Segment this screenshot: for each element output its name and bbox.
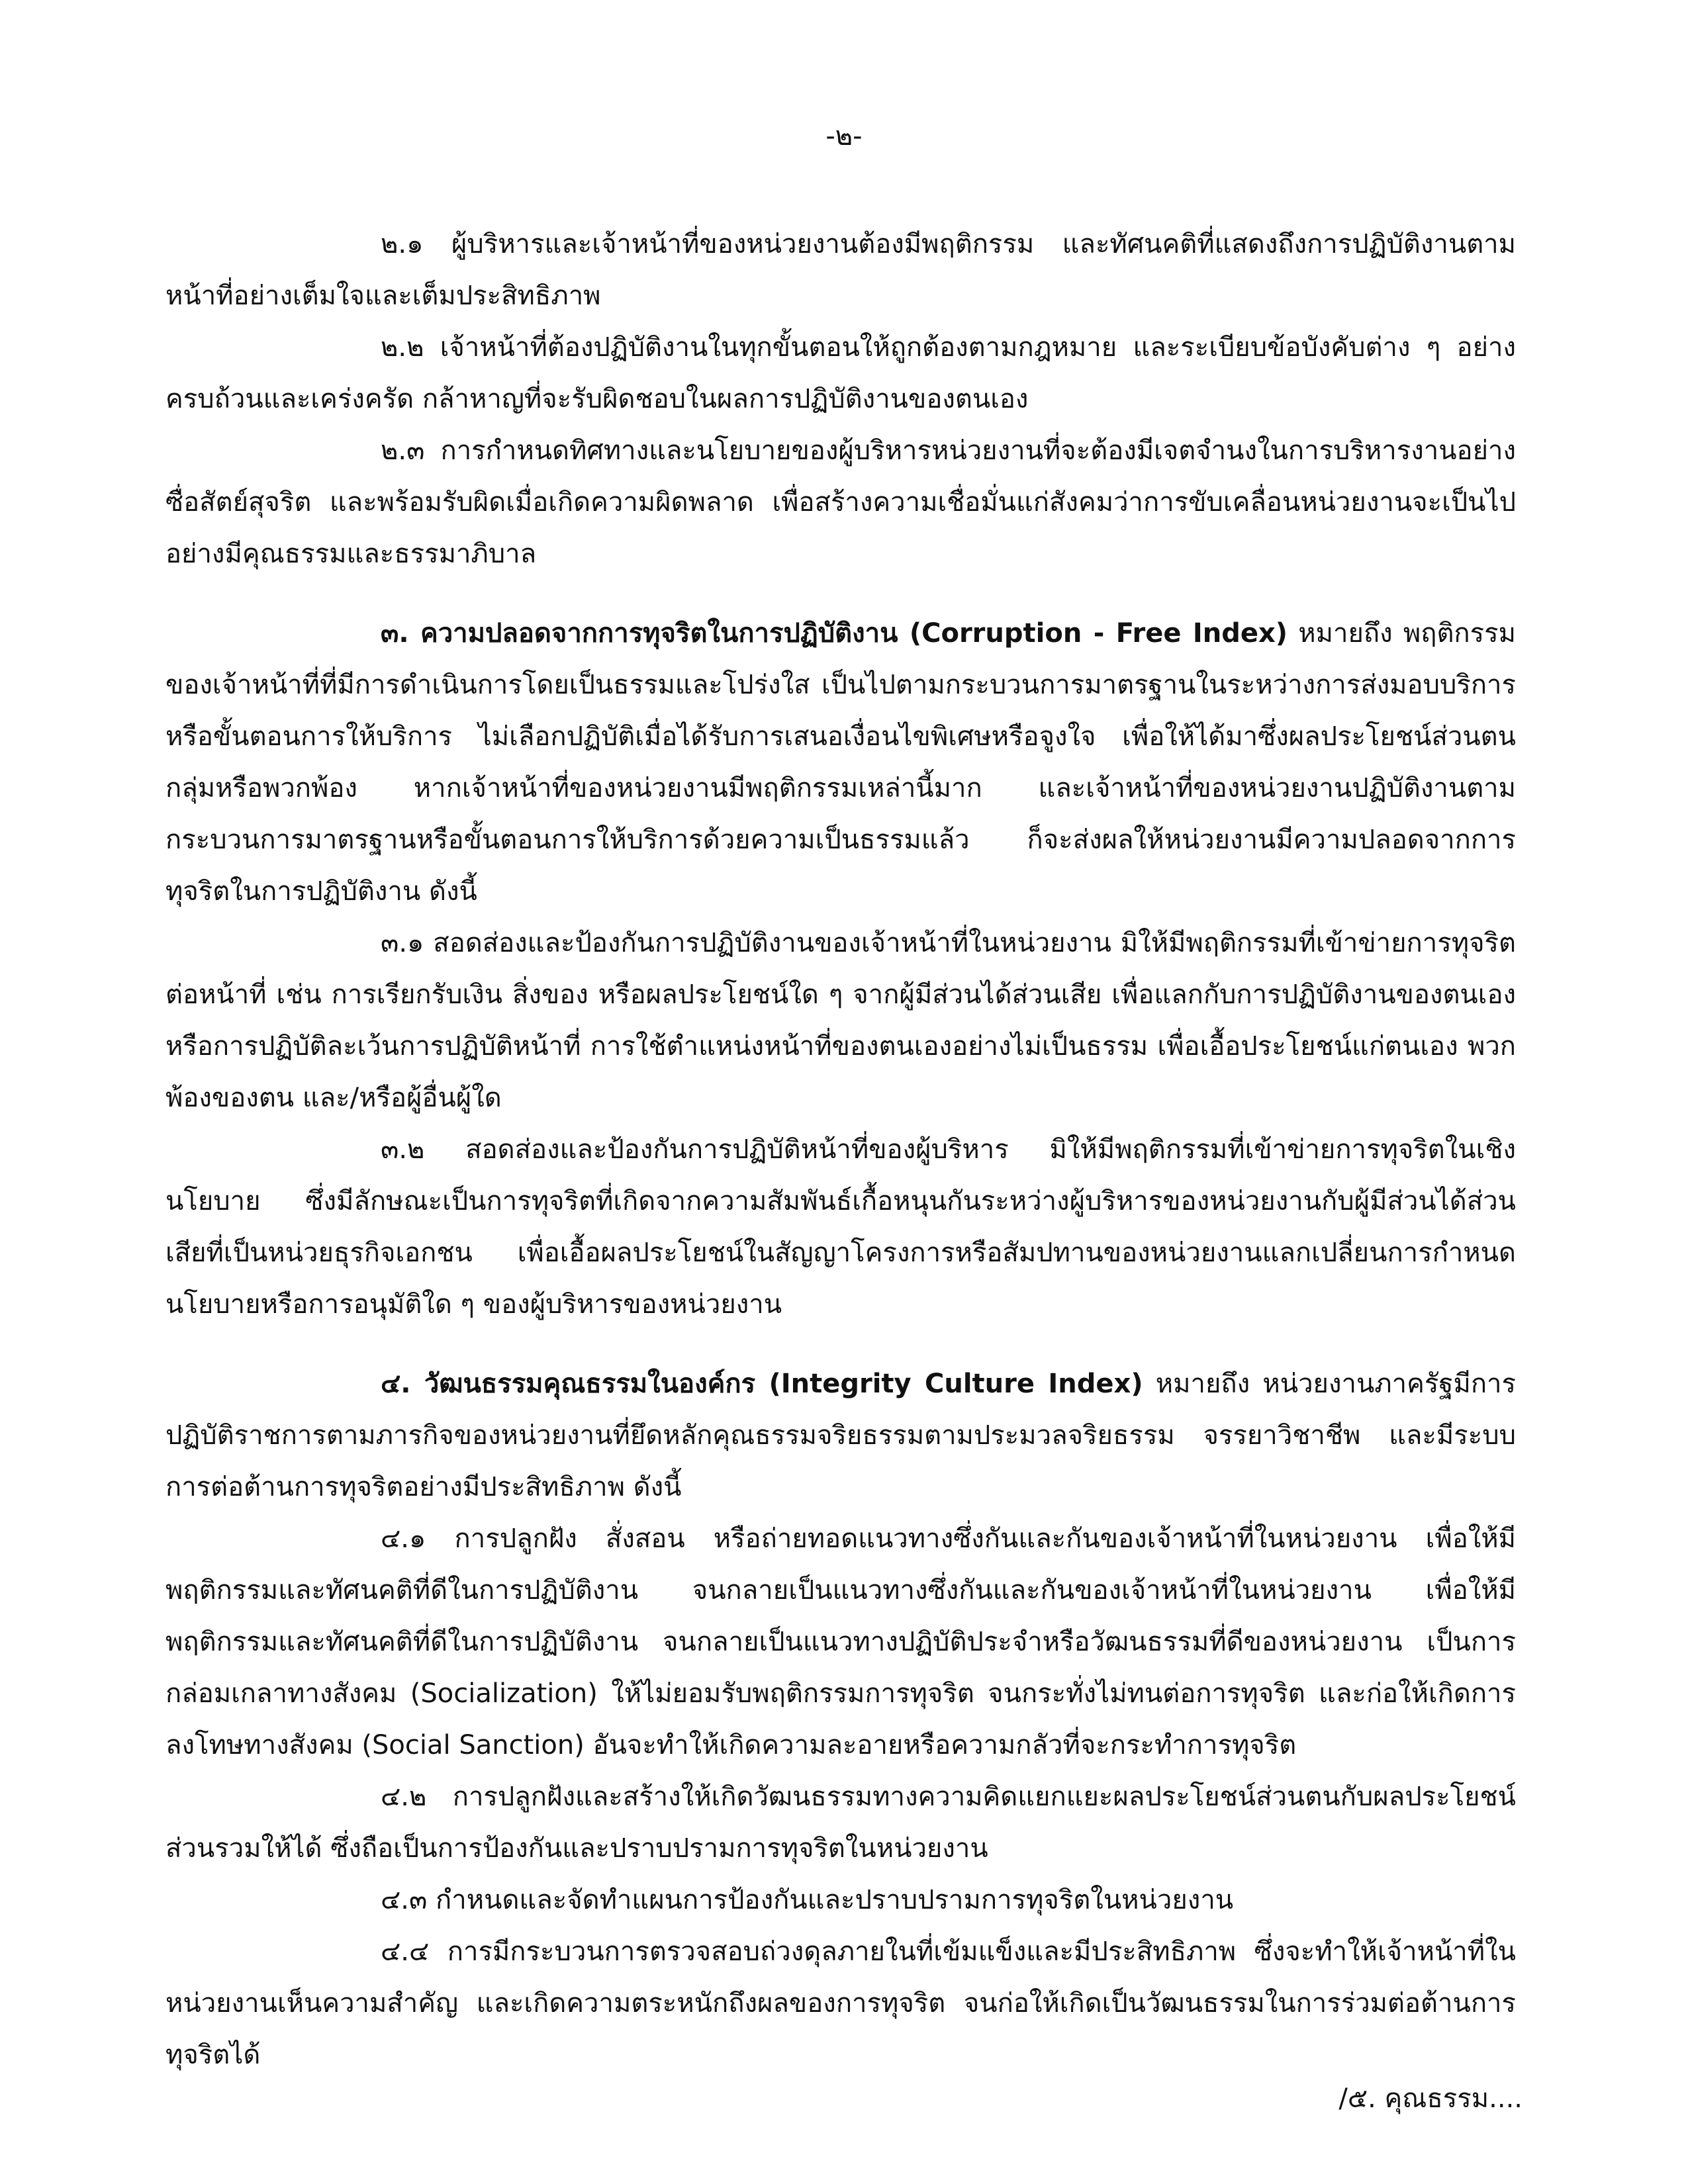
paragraph-2-2: ๒.๒ เจ้าหน้าที่ต้องปฏิบัติงานในทุกขั้นตอนให้ถูกต้องตามกฎหมาย และระเบียบข้อบังคับต่าง ๆ อย่างครบถ้วนและเคร่งครัด กล้าหาญที่จะรับผิดชอบในผลการปฏิบัติงานของตนเอง	[165, 332, 1516, 414]
paragraph-4-2: ๔.๒ การปลูกฝังและสร้างให้เกิดวัฒนธรรมทางความคิดแยกแยะผลประโยชน์ส่วนตนกับผลประโยชน์ส่วนรวมให้ได้ ซึ่งถือเป็นการป้องกันและปราบปรามการทุจริตในหน่วยงาน	[165, 1782, 1516, 1864]
paragraph-2-1: ๒.๑ ผู้บริหารและเจ้าหน้าที่ของหน่วยงานต้องมีพฤติกรรม และทัศนคติที่แสดงถึงการปฏิบัติงานตามหน้าที่อย่างเต็มใจและเต็มประสิทธิภาพ	[165, 229, 1516, 311]
paragraph-3-2: ๓.๒ สอดส่องและป้องกันการปฏิบัติหน้าที่ของผู้บริหาร มิให้มีพฤติกรรมที่เข้าข่ายการทุจริตในเชิงนโยบาย ซึ่งมีลักษณะเป็นการทุจริตที่เกิดจากความสัมพันธ์เกื้อหนุนกันระหว่างผู้บริหารของหน่วยงานกับผู้มีส่วนได้ส่วนเสียที่เป็นหน่วยธุรกิจเอกชน เพื่อเอื้อผลประโยชน์ในสัญญาโครงการหรือสัมปทานของหน่วยงานแลกเปลี่ยนการกำหนดนโยบายหรือการอนุมัติใด ๆ ของผู้บริหารของหน่วยงาน	[165, 1134, 1516, 1320]
paragraph-4-3: ๔.๓ กำหนดและจัดทำแผนการป้องกันและปราบปรามการทุจริตในหน่วยงาน	[381, 1885, 1234, 1915]
section-4-text: หมายถึง หน่วยงานภาครัฐมีการปฏิบัติราชการตามภารกิจของหน่วยงานที่ยึดหลักคุณธรรมจริยธรรมตามประมวลจริยธรรม จรรยาวิชาชีพ และมีระบบการต่อต้านการทุจริตอย่างมีประสิทธิภาพ ดังนี้	[165, 1369, 1516, 1502]
document-body	[165, 218, 1516, 2081]
footer-catchword: /๕. คุณธรรม....	[1338, 2083, 1523, 2114]
section-4-heading: ๔. วัฒนธรรมคุณธรรมในองค์กร (Integrity Culture Index)	[381, 1369, 1143, 1399]
section-3-text: หมายถึง พฤติกรรมของเจ้าหน้าที่ที่มีการดำเนินการโดยเป็นธรรมและโปร่งใส เป็นไปตามกระบวนการมาตรฐานในระหว่างการส่งมอบบริการหรือขั้นตอนการให้บริการ ไม่เลือกปฏิบัติเมื่อได้รับการเสนอเงื่อนไขพิเศษหรือจูงใจ เพื่อให้ได้มาซึ่งผลประโยชน์ส่วนตน กลุ่มหรือพวกพ้อง หากเจ้าหน้าที่ของหน่วยงานมีพฤติกรรมเหล่านี้มาก และเจ้าหน้าที่ของหน่วยงานปฏิบัติงานตามกระบวนการมาตรฐานหรือขั้นตอนการให้บริการด้วยความเป็นธรรมแล้ว ก็จะส่งผลให้หน่วยงานมีความปลอดจากการทุจริตในการปฏิบัติงาน ดังนี้	[165, 618, 1516, 907]
paragraph-3-1: ๓.๑ สอดส่องและป้องกันการปฏิบัติงานของเจ้าหน้าที่ในหน่วยงาน มิให้มีพฤติกรรมที่เข้าข่ายการทุจริตต่อหน้าที่ เช่น การเรียกรับเงิน สิ่งของ หรือผลประโยชน์ใด ๆ จากผู้มีส่วนได้ส่วนเสีย เพื่อแลกกับการปฏิบัติงานของตนเอง หรือการปฏิบัติละเว้นการปฏิบัติหน้าที่ การใช้ตำแหน่งหน้าที่ของตนเองอย่างไม่เป็นธรรม เพื่อเอื้อประโยชน์แก่ตนเอง พวกพ้องของตน และ/หรือผู้อื่นผู้ใด	[165, 928, 1516, 1113]
section-3	[165, 608, 1516, 917]
page-number: -๒-	[825, 121, 863, 152]
paragraph-4-1: ๔.๑ การปลูกฝัง สั่งสอน หรือถ่ายทอดแนวทางซึ่งกันและกันของเจ้าหน้าที่ในหน่วยงาน เพื่อให้มีพฤติกรรมและทัศนคติที่ดีในการปฏิบัติงาน จนกลายเป็นแนวทางซึ่งกันและกันของเจ้าหน้าที่ในหน่วยงาน เพื่อให้มีพฤติกรรมและทัศนคติที่ดีในการปฏิบัติงาน จนกลายเป็นแนวทางปฏิบัติประจำหรือวัฒนธรรมที่ดีของหน่วยงาน เป็นการกล่อมเกลาทางสังคม (Socialization) ให้ไม่ยอมรับพฤติกรรมการทุจริต จนกระทั่งไม่ทนต่อการทุจริต และก่อให้เกิดการลงโทษทางสังคม (Social Sanction) อันจะทำให้เกิดความละอายหรือความกลัวที่จะกระทำการทุจริต	[165, 1524, 1516, 1760]
section-3-heading: ๓. ความปลอดจากการทุจริตในการปฏิบัติงาน (Corruption - Free Index)	[381, 618, 1288, 649]
paragraph-4-4: ๔.๔ การมีกระบวนการตรวจสอบถ่วงดุลภายในที่เข้มแข็งและมีประสิทธิภาพ ซึ่งจะทำให้เจ้าหน้าที่ในหน่วยงานเห็นความสำคัญ และเกิดความตระหนักถึงผลของการทุจริต จนก่อให้เกิดเป็นวัฒนธรรมในการร่วมต่อต้านการทุจริตได้	[165, 1936, 1516, 2070]
paragraph-2-3: ๒.๓ การกำหนดทิศทางและนโยบายของผู้บริหารหน่วยงานที่จะต้องมีเจตจำนงในการบริหารงานอย่างซื่อสัตย์สุจริต และพร้อมรับผิดเมื่อเกิดความผิดพลาด เพื่อสร้างความเชื่อมั่นแก่สังคมว่าการขับเคลื่อนหน่วยงานจะเป็นไปอย่างมีคุณธรรมและธรรมาภิบาล	[165, 435, 1516, 569]
section-4	[165, 1358, 1516, 1513]
